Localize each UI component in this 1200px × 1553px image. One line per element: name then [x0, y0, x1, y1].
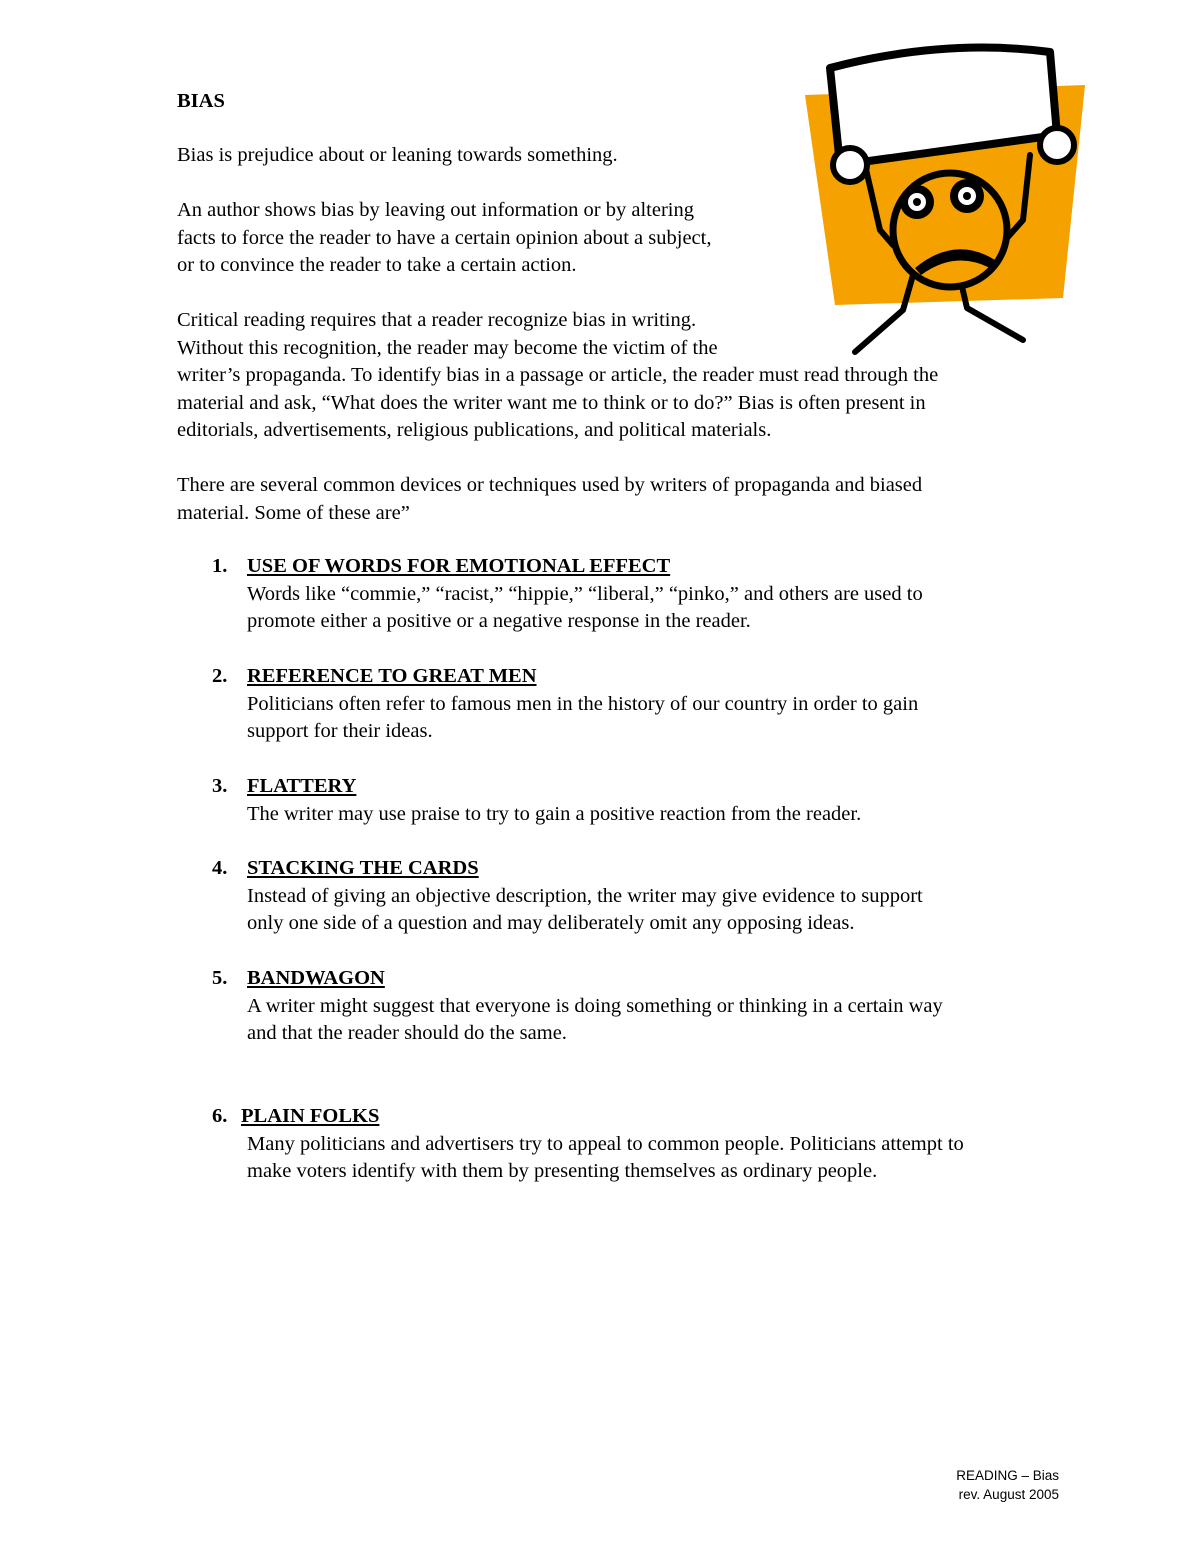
paragraph-line: Without this recognition, the reader may become the victim of the: [177, 336, 718, 359]
technique-description: [247, 993, 943, 1048]
paragraph-line: Critical reading requires that a reader recognize bias in writing.: [177, 309, 697, 331]
technique-line: only one side of a question and may deliberately omit any opposing ideas.: [247, 912, 855, 934]
technique-line: and that the reader should do the same.: [247, 1022, 567, 1044]
technique-heading: FLATTERY: [247, 775, 357, 797]
sign-holding-character-icon: [795, 40, 1095, 370]
paragraph-line: writer’s propaganda. To identify bias in a passage or article, the reader must read through the: [177, 364, 939, 386]
paragraph-line: An author shows bias by leaving out information or by altering: [177, 199, 694, 221]
technique-line: support for their ideas.: [247, 720, 433, 742]
technique-number: 2.: [212, 665, 228, 687]
footer-line: rev. August 2005: [958, 1487, 1059, 1502]
technique-description: [247, 801, 861, 829]
paragraph-line: material and ask, “What does the writer want me to think or to do?” Bias is often present in: [177, 391, 926, 414]
technique-number: 5.: [212, 967, 228, 989]
technique-line: Words like “commie,” “racist,” “hippie,” “liberal,” “pinko,” and others are used to: [247, 582, 923, 605]
technique-heading: BANDWAGON: [247, 967, 385, 989]
technique-heading: USE OF WORDS FOR EMOTIONAL EFFECT: [247, 555, 671, 577]
page-title: BIAS: [177, 90, 225, 112]
technique-heading: STACKING THE CARDS: [247, 857, 479, 879]
technique-description: [247, 581, 923, 636]
technique-number: 6.: [212, 1105, 228, 1127]
technique-heading: PLAIN FOLKS: [241, 1105, 380, 1127]
page-footer: [956, 1466, 1059, 1504]
paragraph-line: material. Some of these are”: [177, 501, 410, 524]
definition-text: Bias is prejudice about or leaning towards something.: [177, 144, 618, 166]
paragraph-line: There are several common devices or techniques used by writers of propaganda and biased: [177, 474, 923, 496]
paragraph-line: editorials, advertisements, religious publications, and political materials.: [177, 419, 772, 441]
technique-description: [247, 1131, 964, 1186]
footer-line: READING – Bias: [956, 1468, 1059, 1483]
technique-number: 3.: [212, 775, 228, 797]
paragraph-line: facts to force the reader to have a certain opinion about a subject,: [177, 226, 712, 249]
technique-heading: REFERENCE TO GREAT MEN: [247, 665, 537, 687]
technique-description: [247, 883, 923, 938]
technique-description: [247, 691, 918, 746]
technique-line: Many politicians and advertisers try to appeal to common people. Politicians attempt to: [247, 1132, 964, 1155]
technique-line: A writer might suggest that everyone is doing something or thinking in a certain way: [247, 994, 943, 1017]
paragraph-line: or to convince the reader to take a certain action.: [177, 254, 577, 276]
technique-line: Politicians often refer to famous men in the history of our country in order to gain: [247, 692, 919, 715]
technique-line: The writer may use praise to try to gain a positive reaction from the reader.: [247, 802, 862, 825]
technique-line: promote either a positive or a negative response in the reader.: [247, 610, 751, 632]
technique-line: make voters identify with them by presenting themselves as ordinary people.: [247, 1160, 878, 1182]
technique-number: 1.: [212, 555, 228, 577]
technique-number: 4.: [212, 857, 228, 879]
technique-line: Instead of giving an objective description, the writer may give evidence to support: [247, 884, 923, 907]
